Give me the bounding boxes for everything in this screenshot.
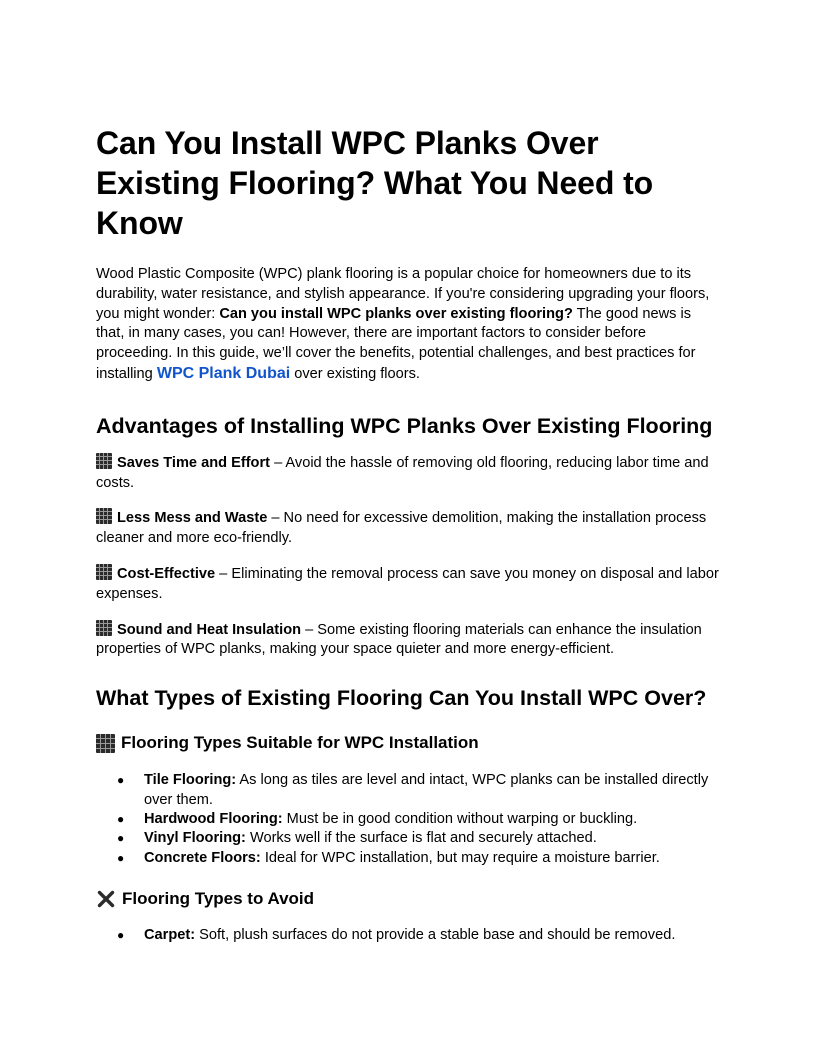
advantage-text: – Avoid the hassle of removing old flooring, reducing labor time and costs.: [96, 454, 709, 491]
advantage-title: Saves Time and Effort: [117, 454, 271, 471]
list-item: [96, 849, 720, 868]
flooring-types-heading: What Types of Existing Flooring Can You Install WPC Over?: [96, 686, 707, 711]
advantage-text: – Eliminating the removal process can save you money on disposal and labor expenses.: [96, 565, 719, 602]
advantage-title: Sound and Heat Insulation: [117, 621, 302, 638]
avoid-types-heading: [96, 888, 720, 910]
suitable-types-list: [96, 771, 720, 868]
list-item-text: Must be in good condition without warping or buckling.: [282, 810, 638, 827]
intro-question: Can you install WPC planks over existing flooring?: [219, 305, 573, 322]
advantage-text: – Some existing flooring materials can enhance the insulation properties of WPC planks, making your space quieter and more energy-efficient.: [96, 621, 702, 658]
list-item-text: As long as tiles are level and intact, WPC planks can be installed directly over them.: [144, 772, 709, 808]
advantage-item: [96, 508, 720, 549]
advantage-item: [96, 620, 720, 661]
advantages-heading: Advantages of Installing WPC Planks Over Existing Flooring: [96, 413, 713, 438]
list-item-label: Concrete Floors:: [144, 849, 261, 866]
list-item-label: Hardwood Flooring:: [144, 810, 283, 827]
suitable-types-heading-text: Flooring Types Suitable for WPC Installation: [121, 733, 479, 753]
avoid-types-list: [96, 926, 720, 945]
page-title: Can You Install WPC Planks Over Existing Flooring? What You Need to Know: [96, 125, 654, 241]
grid-square-icon: [96, 734, 115, 753]
document-content: [96, 123, 720, 946]
suitable-types-heading: [96, 732, 720, 754]
advantage-text: – No need for excessive demolition, making the installation process cleaner and more eco-friendly.: [96, 510, 707, 547]
list-item: [96, 771, 720, 810]
cross-mark-icon: [96, 889, 116, 909]
grid-square-icon: [96, 453, 112, 469]
bullet: ●: [117, 831, 125, 846]
list-item-text: Works well if the surface is flat and securely attached.: [245, 830, 597, 847]
intro-text-1: Wood Plastic Composite (WPC) plank flooring is a popular choice for homeowners due to its durability, water resistance, and stylish appearance. If you're considering upgrading your floors, you might wonder:: [96, 266, 710, 322]
intro-text-2: The good news is that, in many cases, you can! However, there are important factors to consider before proceeding. In this guide, we’ll cover the benefits, potential challenges, and best practices for installing: [96, 305, 696, 382]
advantage-item: [96, 564, 720, 605]
list-item-text: Soft, plush surfaces do not provide a stable base and should be removed.: [195, 927, 676, 944]
list-item: [96, 829, 720, 848]
bullet: ●: [117, 850, 125, 865]
bullet: ●: [117, 928, 125, 943]
list-item-label: Carpet:: [144, 927, 196, 944]
grid-square-icon: [96, 508, 112, 524]
list-item: [96, 810, 720, 829]
list-item-text: Ideal for WPC installation, but may require a moisture barrier.: [260, 849, 660, 866]
bullet: ●: [117, 773, 125, 788]
grid-square-icon: [96, 620, 112, 636]
intro-paragraph: [96, 265, 720, 385]
advantage-item: [96, 453, 720, 494]
wpc-plank-dubai-link[interactable]: WPC Plank Dubai: [156, 364, 291, 382]
list-item: [96, 926, 720, 945]
list-item-label: Tile Flooring:: [144, 772, 237, 789]
advantage-title: Less Mess and Waste: [117, 510, 268, 527]
intro-text-3: over existing floors.: [290, 365, 420, 382]
list-item-label: Vinyl Flooring:: [144, 830, 246, 847]
avoid-types-heading-text: Flooring Types to Avoid: [122, 889, 315, 909]
advantage-title: Cost-Effective: [117, 565, 216, 582]
grid-square-icon: [96, 564, 112, 580]
bullet: ●: [117, 811, 125, 826]
